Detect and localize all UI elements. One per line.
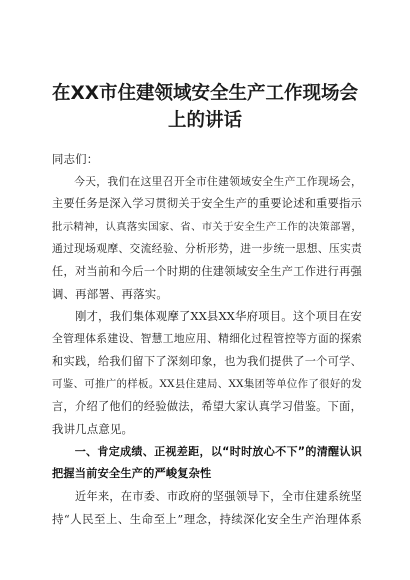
body-line: 今天，我们在这里召开全市住建领域安全生产工作现场会， <box>52 174 362 188</box>
title-line: 在XX市住建领域安全生产工作现场会 <box>51 83 359 104</box>
body-line: 刚才，我们集体观摩了XX县XX华府项目。这个项目在安 <box>52 309 362 323</box>
body-line: 批示精神，认真落实国家、省、市关于安全生产工作的决策部署， <box>52 220 362 233</box>
title-line: 上的讲话 <box>167 110 242 131</box>
salutation: 同志们： <box>52 152 99 166</box>
body-line: 和实践，给我们留下了深刻印象，也为我们提供了一个可学、 <box>52 354 362 368</box>
section-heading: 一、肯定成绩、正视差距，以“时时放心不下”的清醒认识 <box>52 444 362 458</box>
body-line: 全管理体系建设、智慧工地应用、精细化过程管控等方面的探索 <box>52 332 362 345</box>
body-line: 持“人民至上、生命至上”理念，持续深化安全生产治理体系 <box>52 512 362 526</box>
body-line: 可鉴、可推广的样板。XX县住建局、XX集团等单位作了很好的发 <box>52 378 362 390</box>
section-heading: 把握当前安全生产的严峻复杂性 <box>52 467 212 480</box>
body-line: 言，介绍了他们的经验做法，希望大家认真学习借鉴。下面， <box>52 399 362 413</box>
body-line: 调、再部署、再落实。 <box>52 287 168 301</box>
body-line: 任，对当前和今后一个时期的住建领域安全生产工作进行再强 <box>52 264 362 278</box>
body-line: 主要任务是深入学习贯彻关于安全生产的重要论述和重要指示 <box>52 197 362 210</box>
document-body <box>52 148 362 531</box>
body-line: 通过现场观摩、交流经验、分析形势，进一步统一思想、压实责 <box>52 242 362 255</box>
document-title <box>40 80 370 134</box>
body-line: 我讲几点意见。 <box>52 422 134 436</box>
body-line: 近年来，在市委、市政府的坚强领导下，全市住建系统坚 <box>52 489 362 503</box>
